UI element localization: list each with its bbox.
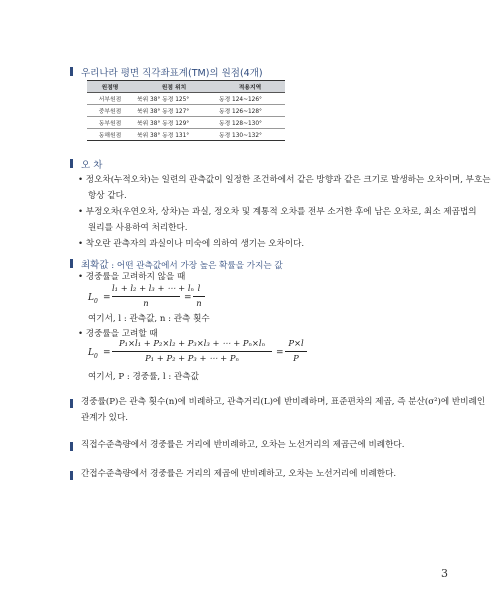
table-cell: 중부원점	[87, 105, 133, 117]
formula-lhs: $L_0$	[88, 348, 98, 360]
section-marker	[70, 471, 73, 480]
table-cell: 동경 124~126°	[215, 93, 285, 105]
table-row	[87, 93, 285, 105]
table-cell: 서부원점	[87, 93, 133, 105]
page-number: 3	[441, 567, 448, 580]
table-cell: 북위 38° 동경 129°	[133, 117, 215, 129]
formula2-where: 여기서, P : 경중률, l : 관측값	[88, 372, 199, 382]
fraction-numerator: P×l	[288, 338, 304, 348]
fraction-unweighted	[112, 283, 194, 313]
formula1-where: 여기서, l : 관측값, n : 관측 횟수	[88, 314, 210, 324]
section-marker	[70, 399, 73, 408]
tm-origin-table	[87, 80, 285, 141]
equals-sign: =	[276, 348, 284, 358]
table-header: 원점 위치	[133, 81, 215, 93]
fraction-denominator: n	[143, 298, 149, 308]
case-weighted: • 경중률을 고려할 때	[78, 329, 158, 339]
section-title-mpv	[81, 257, 283, 271]
section-title-error: 오 차	[81, 160, 103, 171]
systematic-error-line1: • 정오차(누적오차)는 일련의 관측값이 일정한 조건하에서 같은 방향과 같은 크기로 발생하는 오차이며, 부호는	[78, 175, 491, 185]
equals-sign: =	[103, 348, 111, 358]
fraction-denominator: P	[293, 353, 299, 363]
table-header-row	[87, 81, 285, 93]
fraction-denominator: n	[196, 298, 202, 308]
fraction-weighted-simplified	[285, 338, 307, 368]
formula-weighted	[88, 338, 308, 370]
formula-unweighted	[88, 283, 218, 315]
fraction-simplified	[193, 283, 205, 313]
blunder-line: • 착오란 관측자의 과실이나 미숙에 의하여 생기는 오차이다.	[78, 239, 305, 249]
random-error-line1: • 부정오차(우연오차, 상차)는 과실, 정오차 및 계통적 오차를 전부 소거한 후에 남은 오차로, 최소 제곱법의	[78, 207, 477, 217]
weight-relation-line1: 경중률(P)은 관측 횟수(n)에 비례하고, 관측거리(L)에 반비례하며, 표준편차의 제곱, 즉 분산(σ²)에 반비례인	[81, 397, 486, 407]
table-row	[87, 105, 285, 117]
formula-lhs: $L_0$	[88, 293, 98, 305]
fraction-numerator: l₁ + l₂ + l₃ + ⋯ + lₙ	[112, 283, 194, 293]
equals-sign: =	[184, 293, 192, 303]
random-error-line2: 원리를 사용하여 처리한다.	[88, 223, 188, 233]
table-cell: 동경 128~130°	[215, 117, 285, 129]
table-cell: 북위 38° 동경 127°	[133, 105, 215, 117]
table-cell: 동해원점	[87, 129, 133, 141]
weight-relation-line2: 관계가 있다.	[81, 413, 128, 423]
mpv-description: : 어떤 관측값에서 가장 높은 확률을 가지는 값	[108, 261, 283, 271]
table-cell: 동경 126~128°	[215, 105, 285, 117]
mpv-title: 최확값	[81, 260, 109, 271]
section-marker	[70, 159, 73, 168]
table-row	[87, 129, 285, 141]
section-marker	[70, 67, 73, 76]
indirect-leveling-text: 간접수준측량에서 경중률은 거리의 제곱에 반비례하고, 오차는 노선거리에 비례한다.	[81, 469, 397, 479]
direct-leveling-text: 직접수준측량에서 경중률은 거리에 반비례하고, 오차는 노선거리의 제곱근에 비례한다.	[81, 440, 405, 450]
table-header: 적용지역	[215, 81, 285, 93]
table-cell: 북위 38° 동경 125°	[133, 93, 215, 105]
table-header: 원점명	[87, 81, 133, 93]
case-unweighted: • 경중률을 고려하지 않을 때	[78, 272, 186, 282]
section-title-tm-origin: 우리나라 평면 직각좌표계(TM)의 원점(4개)	[81, 68, 263, 79]
section-marker	[70, 442, 73, 451]
fraction-numerator: P₁×l₁ + P₂×l₂ + P₃×l₃ + ⋯ + Pₙ×lₙ	[119, 338, 265, 348]
table-row	[87, 117, 285, 129]
fraction-numerator: l	[197, 283, 201, 293]
section-marker	[70, 259, 73, 268]
table-cell: 동경 130~132°	[215, 129, 285, 141]
table-cell: 북위 38° 동경 131°	[133, 129, 215, 141]
table-cell: 동부원점	[87, 117, 133, 129]
fraction-denominator: P₁ + P₂ + P₃ + ⋯ + Pₙ	[145, 353, 239, 363]
systematic-error-line2: 항상 같다.	[88, 191, 127, 201]
equals-sign: =	[103, 293, 111, 303]
fraction-weighted	[112, 338, 272, 368]
